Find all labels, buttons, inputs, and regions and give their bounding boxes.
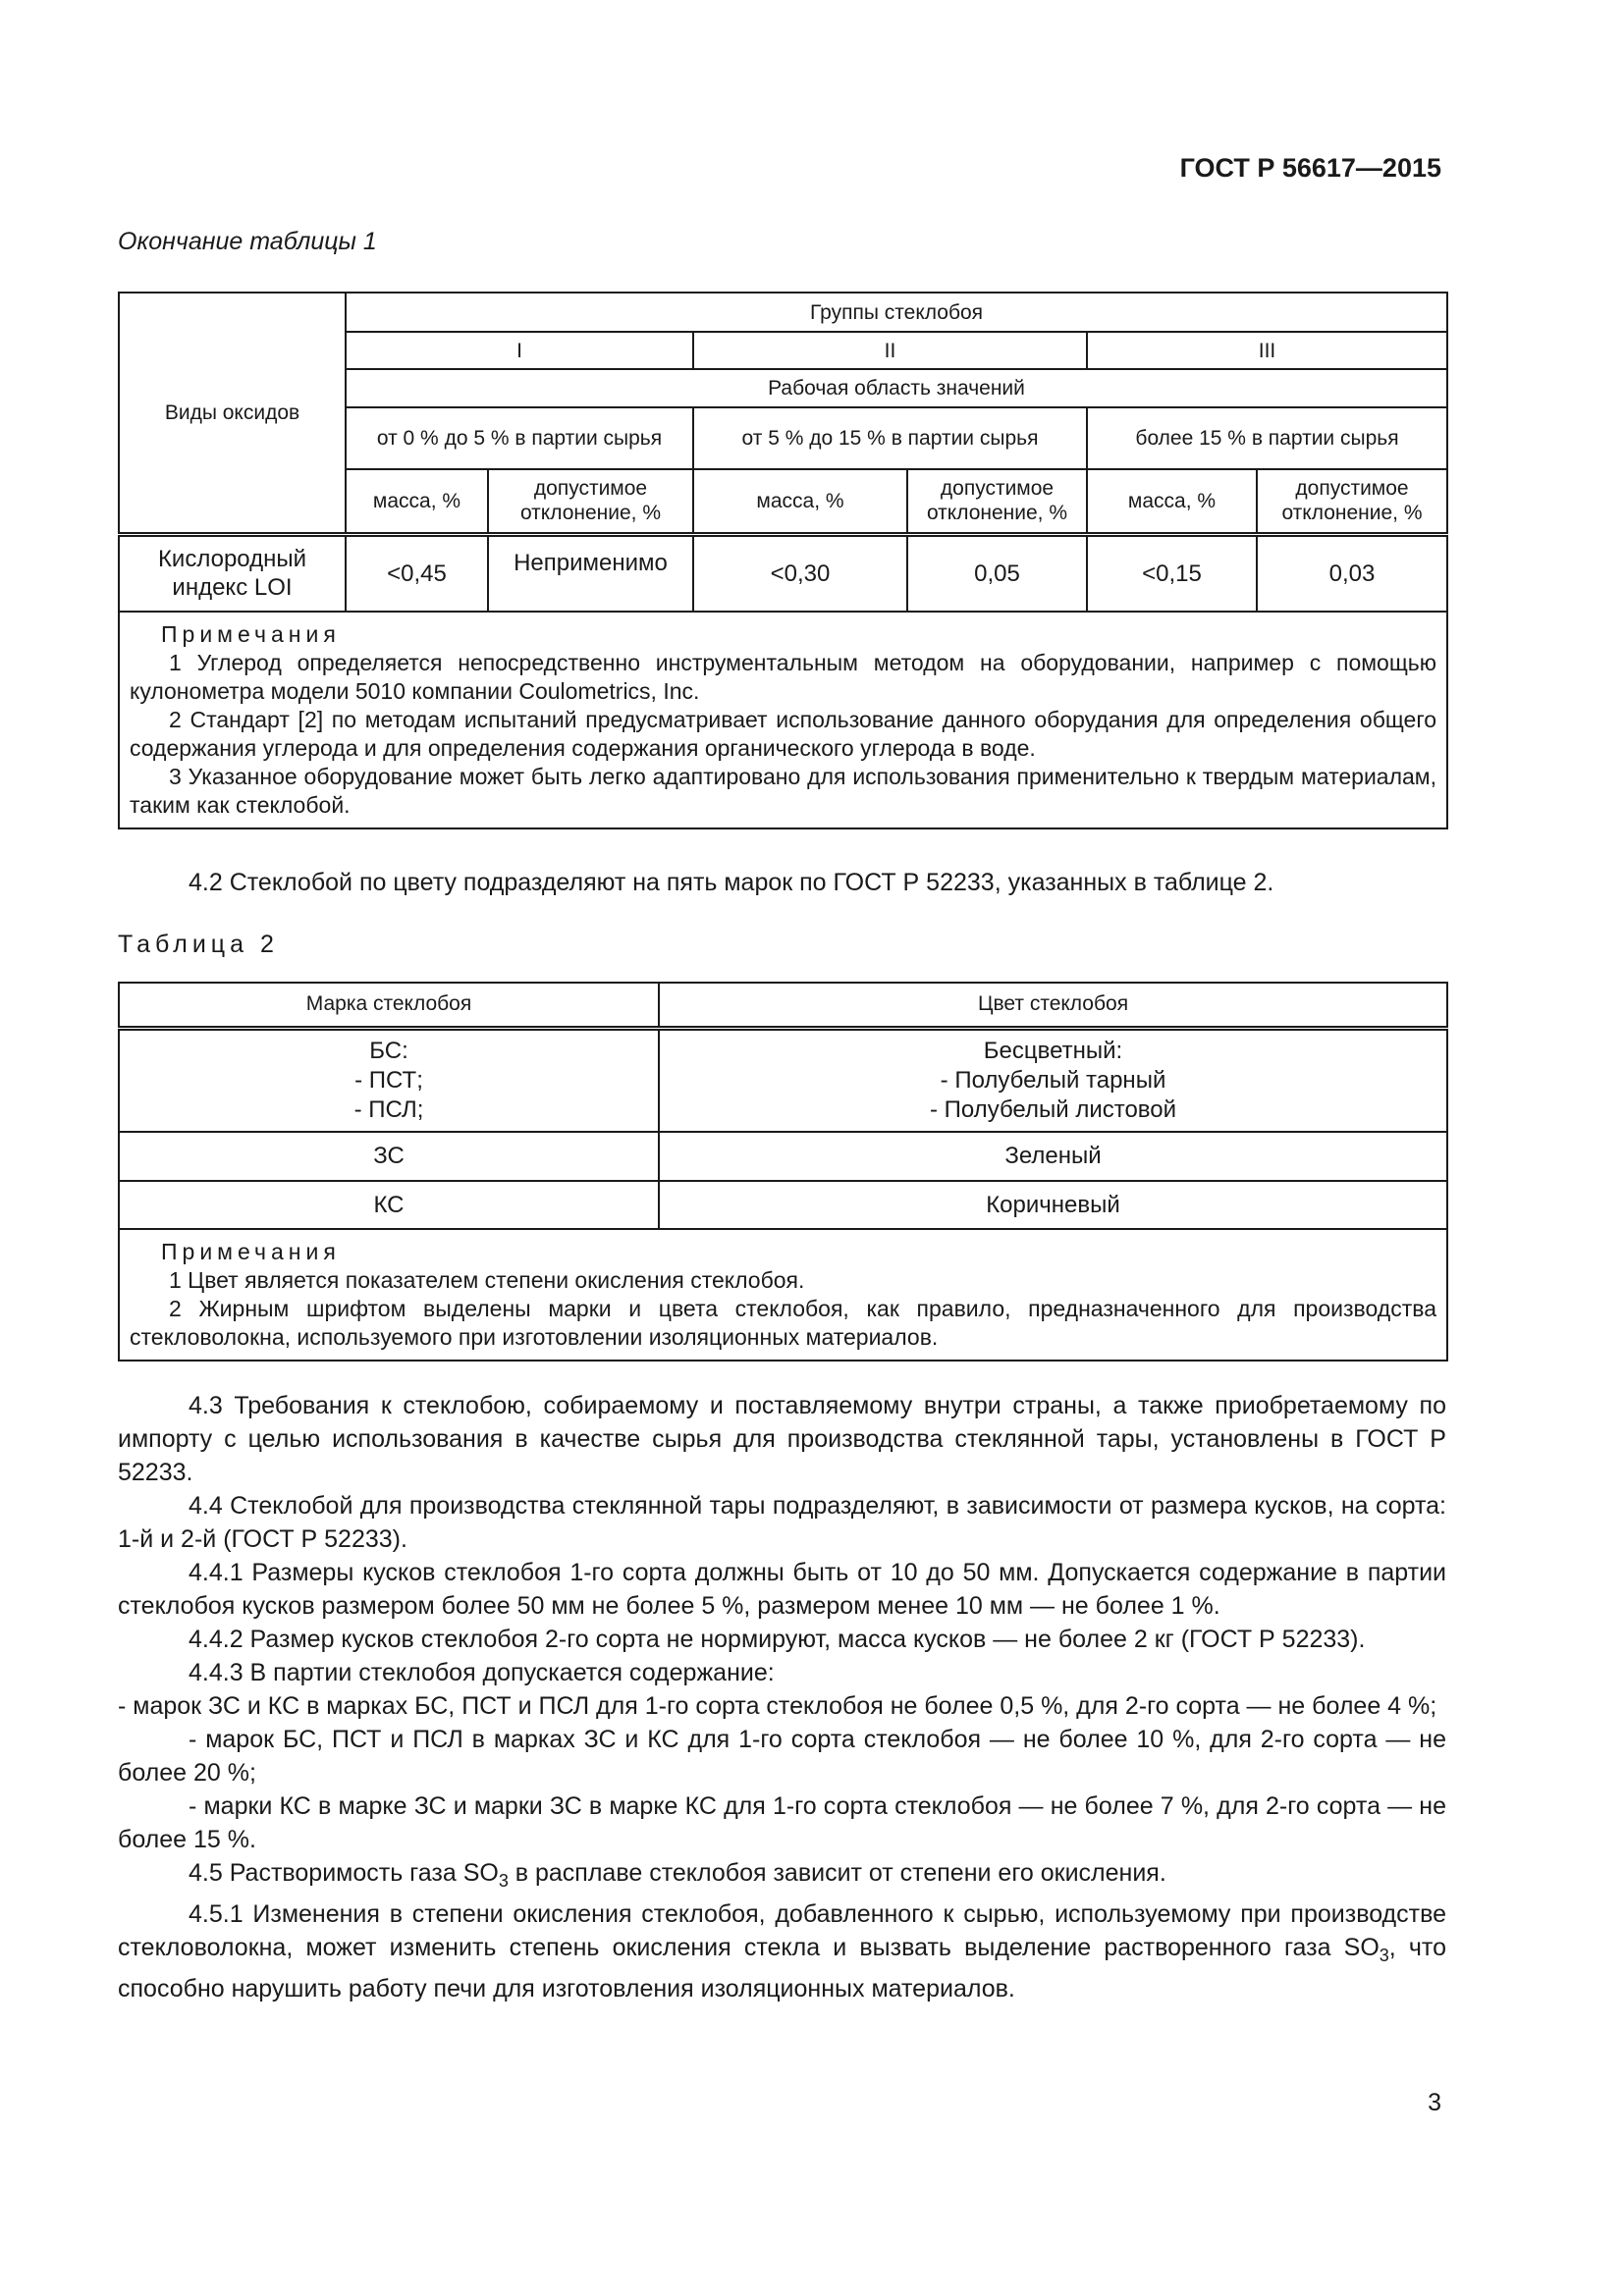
- paragraph-4-5-1: 4.5.1 Изменения в степени окисления стеклобоя, добавленного к сырью, используемому при производстве стекловолокна, может изменить степень окисления стекла и вызвать выделение растворенного газа $SO_3$, что способно нарушить работу печи для изготовления изоляционных материалов.: [118, 1900, 1446, 2002]
- color-cell: Коричневый: [659, 1181, 1447, 1229]
- list-item: - марок БС, ПСТ и ПСЛ в марках ЗС и КС для 1-го сорта стеклобоя — не более 10 %, для 2-го сорта — не более 20 %;: [118, 1726, 1446, 1787]
- color-cell: Зеленый: [659, 1132, 1447, 1181]
- group-2: II: [693, 332, 1087, 369]
- value-cell: <0,30: [693, 534, 907, 612]
- notes-title: Примечания: [161, 1239, 341, 1264]
- notes-title: Примечания: [161, 621, 341, 647]
- paragraph-4-2: 4.2 Стеклобой по цвету подразделяют на пять марок по ГОСТ Р 52233, указанных в таблице 2.: [189, 869, 1274, 896]
- list-item: - марок ЗС и КС в марках БС, ПСТ и ПСЛ для 1-го сорта стеклобоя не более 0,5 %, для 2-го сорта — не более 4 %;: [118, 1692, 1437, 1720]
- list-item: - марки КС в марке ЗС и марки ЗС в марке КС для 1-го сорта стеклобоя — не более 7 %, для 2-го сорта — не более 15 %.: [118, 1792, 1446, 1853]
- note-item: 1 Цвет является показателем степени окисления стеклобоя.: [169, 1267, 805, 1293]
- mark-cell: КС: [119, 1181, 659, 1229]
- range-1: от 0 % до 5 % в партии сырья: [346, 407, 693, 469]
- col-dev-3: допустимое отклонение, %: [1257, 469, 1447, 534]
- col-mass-2: масса, %: [693, 469, 907, 534]
- range-2: от 5 % до 15 % в партии сырья: [693, 407, 1087, 469]
- table1-caption: Окончание таблицы 1: [118, 228, 377, 255]
- mark-cell: БС: - ПСТ; - ПСЛ;: [119, 1028, 659, 1132]
- note-item: 2 Стандарт [2] по методам испытаний предусматривает использование данного оборудания для определения общего содержания углерода и для определения содержания органического углерода в воде.: [130, 707, 1437, 761]
- page-number: 3: [1428, 2089, 1441, 2116]
- body-text: [118, 1389, 1446, 2005]
- col-dev-1: допустимое отклонение, %: [488, 469, 693, 534]
- color-cell: Бесцветный: - Полубелый тарный - Полубелый листовой: [659, 1028, 1447, 1132]
- row-label-loi: Кислородный индекс LOI: [119, 534, 346, 612]
- range-title: Рабочая область значений: [346, 369, 1447, 407]
- note-item: 2 Жирным шрифтом выделены марки и цвета стеклобоя, как правило, предназначенного для производства стекловолокна, используемого при изготовлении изоляционных материалов.: [130, 1296, 1436, 1350]
- range-3: более 15 % в партии сырья: [1087, 407, 1447, 469]
- head-mark: Марка стеклобоя: [119, 983, 659, 1028]
- paragraph-4-5: 4.5 Растворимость газа $SO_3$ в расплаве стеклобоя зависит от степени его окисления.: [189, 1859, 1166, 1891]
- value-cell: 0,05: [907, 534, 1087, 612]
- col-mass-1: масса, %: [346, 469, 488, 534]
- group-3: III: [1087, 332, 1447, 369]
- table1: [118, 292, 1448, 829]
- table2: [118, 982, 1448, 1362]
- row-header-oxides: Виды оксидов: [119, 293, 346, 534]
- value-cell: Неприменимо: [488, 534, 693, 612]
- table1-notes: [119, 612, 1447, 828]
- value-cell: <0,45: [346, 534, 488, 612]
- col-mass-3: масса, %: [1087, 469, 1257, 534]
- value-cell: 0,03: [1257, 534, 1447, 612]
- paragraph-4-4: 4.4 Стеклобой для производства стеклянной тары подразделяют, в зависимости от размера кусков, на сорта: 1-й и 2-й (ГОСТ Р 52233).: [118, 1492, 1446, 1553]
- head-color: Цвет стеклобоя: [659, 983, 1447, 1028]
- value-cell: <0,15: [1087, 534, 1257, 612]
- paragraph-4-3: 4.3 Требования к стеклобою, собираемому и поставляемому внутри страны, а также приобретаемому по импорту с целью использования в качестве сырья для производства стеклянной тары, установлены в ГОСТ Р 52233.: [118, 1392, 1446, 1486]
- paragraph-4-4-3: 4.4.3 В партии стеклобоя допускается содержание:: [189, 1659, 775, 1686]
- table2-caption: Таблица 2: [118, 931, 279, 958]
- groups-title: Группы стеклобоя: [346, 293, 1447, 332]
- paragraph-4-4-1: 4.4.1 Размеры кусков стеклобоя 1-го сорта должны быть от 10 до 50 мм. Допускается содержание в партии стеклобоя кусков размером более 50 мм не более 5 %, размером менее 10 мм — не более 1 %.: [118, 1559, 1446, 1620]
- paragraph-4-4-2: 4.4.2 Размер кусков стеклобоя 2-го сорта не нормируют, масса кусков — не более 2 кг (ГОСТ Р 52233).: [189, 1626, 1366, 1653]
- note-item: 3 Указанное оборудование может быть легко адаптировано для использования применительно к твердым материалам, таким как стеклобой.: [130, 764, 1437, 818]
- group-1: I: [346, 332, 693, 369]
- mark-cell: ЗС: [119, 1132, 659, 1181]
- col-dev-2: допустимое отклонение, %: [907, 469, 1087, 534]
- table2-notes: [119, 1229, 1447, 1361]
- note-item: 1 Углерод определяется непосредственно инструментальным методом на оборудовании, например с помощью кулонометра модели 5010 компании Coulometrics, Inc.: [130, 650, 1437, 704]
- document-code: ГОСТ Р 56617—2015: [1179, 153, 1441, 183]
